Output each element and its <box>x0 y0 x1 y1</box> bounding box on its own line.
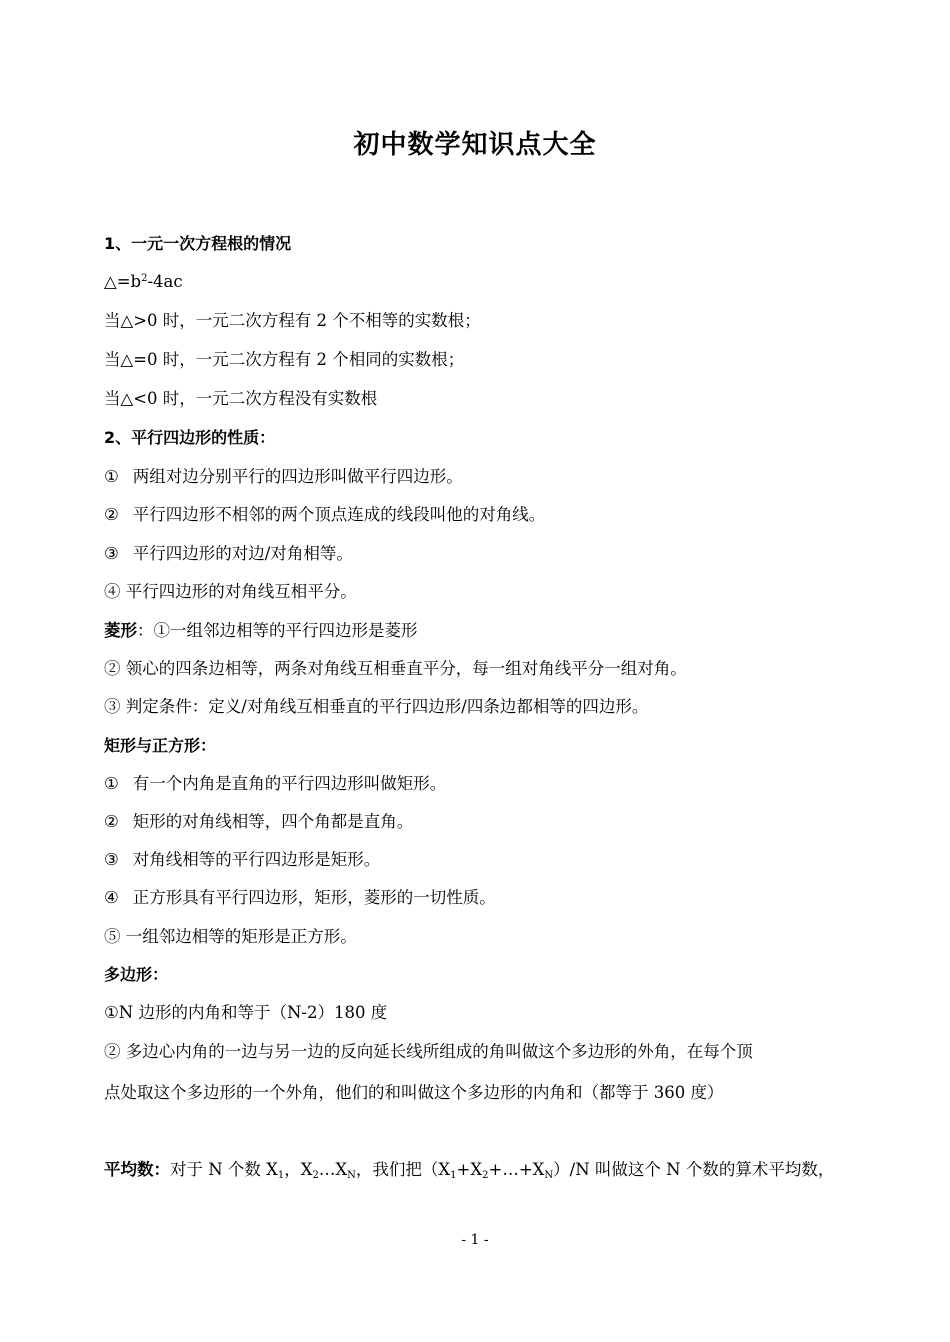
list-item <box>104 504 864 526</box>
list-marker: ③ <box>104 544 119 563</box>
list-marker: ④ <box>104 888 119 907</box>
list-item-text: 正方形具有平行四边形，矩形，菱形的一切性质。 <box>132 888 496 907</box>
rhombus-line <box>104 620 864 642</box>
paragraph-line: 点处取这个多边形的一个外角，他们的和叫做这个多边形的内角和（都等于 360 度） <box>104 1083 724 1102</box>
list-item-text: 有一个内角是直角的平行四边形叫做矩形。 <box>132 774 447 793</box>
list-item: ①N 边形的内角和等于（N-2）180 度 <box>104 1003 388 1022</box>
discriminant-exponent: 2 <box>141 273 148 284</box>
paragraph-line: 当△>0 时，一元二次方程有 2 个不相等的实数根； <box>104 311 481 330</box>
mean-label: 平均数 <box>104 1160 154 1179</box>
section-heading-rectangle-square: 矩形与正方形： <box>104 736 217 755</box>
list-marker: ③ <box>104 850 119 869</box>
discriminant-prefix: △=b <box>104 272 142 291</box>
rhombus-text: ：①一组邻边相等的平行四边形是菱形 <box>137 621 418 640</box>
list-marker: ① <box>104 774 119 793</box>
list-marker: ② <box>104 505 119 524</box>
discriminant-suffix: -4ac <box>147 272 183 291</box>
list-item: ② 领心的四条边相等，两条对角线互相垂直平分，每一组对角线平分一组对角。 <box>104 659 687 678</box>
page-number: - 1 - <box>461 1232 489 1248</box>
paragraph-line: 当△<0 时，一元二次方程没有实数根 <box>104 389 378 408</box>
mean-text: +…+X <box>488 1160 545 1179</box>
subscript: N <box>347 1170 356 1181</box>
mean-definition <box>104 1159 864 1181</box>
list-item-text: 对角线相等的平行四边形是矩形。 <box>132 850 381 869</box>
section-heading-polygon: 多边形： <box>104 965 169 984</box>
subscript: 1 <box>450 1170 457 1181</box>
mean-text: 对于 N 个数 X <box>170 1160 278 1179</box>
list-item: ④ 平行四边形的对角线互相平分。 <box>104 582 357 601</box>
list-item-text: 矩形的对角线相等，四个角都是直角。 <box>132 812 414 831</box>
list-item <box>104 543 864 565</box>
subscript: 1 <box>277 1170 285 1181</box>
mean-text: ）/N 叫做这个 N 个数的算术平均数， <box>553 1160 835 1179</box>
list-item <box>104 811 864 833</box>
list-item <box>104 849 864 871</box>
mean-text: ，我们把（X <box>355 1160 451 1179</box>
mean-text: ，X <box>284 1160 313 1179</box>
subscript: 2 <box>482 1170 489 1181</box>
paragraph-line: 当△=0 时，一元二次方程有 2 个相同的实数根； <box>104 350 465 369</box>
list-item: ⑤ 一组邻边相等的矩形是正方形。 <box>104 927 357 946</box>
discriminant-formula <box>104 271 864 293</box>
mean-text: +X <box>456 1160 483 1179</box>
list-item <box>104 887 864 909</box>
page-title: 初中数学知识点大全 <box>353 130 597 160</box>
paragraph-line: ② 多边心内角的一边与另一边的反向延长线所组成的角叫做这个多边形的外角，在每个顶 <box>104 1042 753 1061</box>
list-item-text: 两组对边分别平行的四边形叫做平行四边形。 <box>132 467 463 486</box>
list-marker: ② <box>104 812 119 831</box>
mean-text: …X <box>318 1160 348 1179</box>
list-item-text: 平行四边形不相邻的两个顶点连成的线段叫他的对角线。 <box>132 505 546 524</box>
section-heading-parallelogram: 2、平行四边形的性质： <box>104 428 276 447</box>
subscript: 2 <box>312 1170 319 1181</box>
mean-colon: ： <box>153 1160 170 1179</box>
list-marker: ① <box>104 467 119 486</box>
section-heading-quadratic-roots: 1、一元一次方程根的情况 <box>104 234 292 253</box>
subscript: N <box>544 1170 554 1181</box>
list-item-text: 平行四边形的对边/对角相等。 <box>132 544 353 563</box>
list-item <box>104 466 864 488</box>
rhombus-label: 菱形 <box>104 621 137 640</box>
list-item <box>104 773 864 795</box>
list-item: ③ 判定条件：定义/对角线互相垂直的平行四边形/四条边都相等的四边形。 <box>104 697 649 716</box>
